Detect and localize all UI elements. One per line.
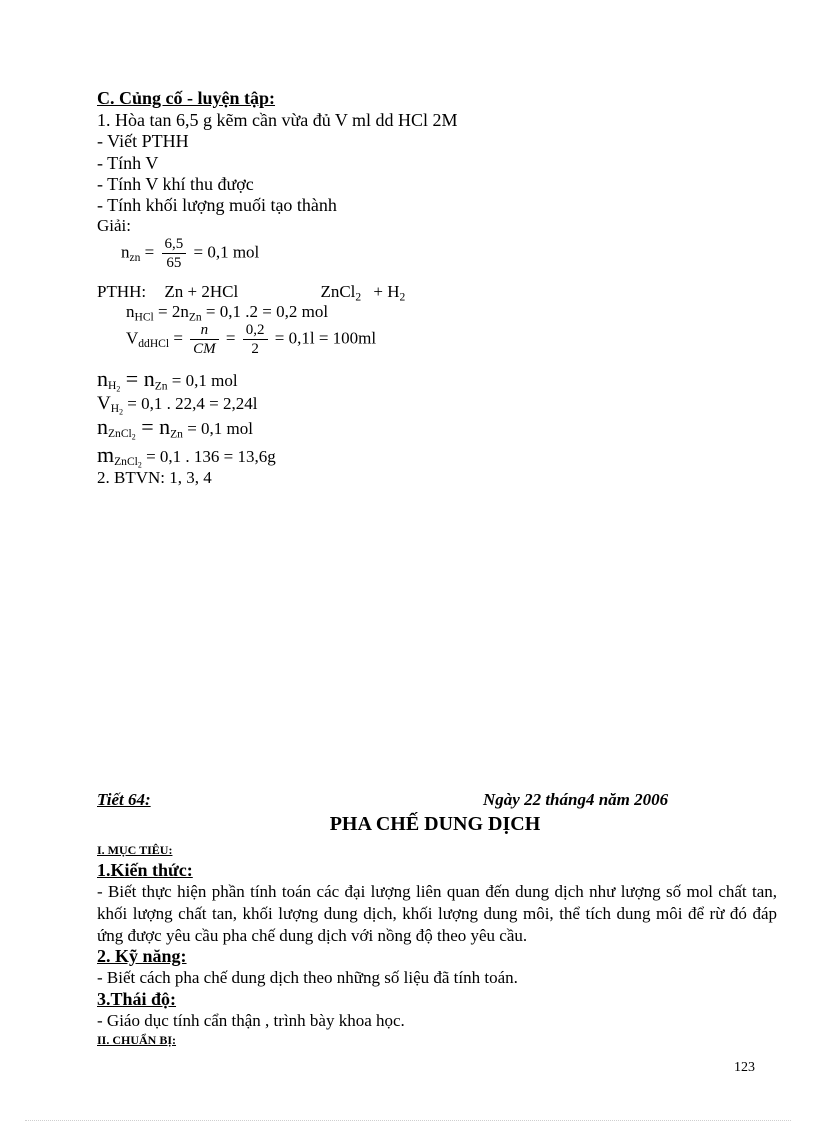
equation-m-zncl2: $m_{ZnCl_2} = 0,1$ . 136 = 13,6g <box>97 442 276 470</box>
task-item: - Viết PTHH <box>97 131 189 151</box>
fraction: $\frac{6,5}{65}$ <box>162 236 187 271</box>
task-item: - Tính V <box>97 153 159 173</box>
knowledge-heading: 1.Kiến thức: <box>97 860 193 880</box>
solution-label: Giải: <box>97 216 131 235</box>
fraction: $\frac{0,2}{2}$ <box>243 322 268 357</box>
skills-heading: 2. Kỹ năng: <box>97 946 187 966</box>
preparation-heading: II. CHUẨN BỊ: <box>97 1033 177 1047</box>
skills-text: - Biết cách pha chế dung dịch theo những số liệu đã tính toán. <box>97 968 518 987</box>
lesson-date: Ngày 22 tháng4 năm 2006 <box>483 790 669 809</box>
section-c-heading: C. Củng cố - luyện tập: <box>97 88 276 108</box>
homework: 2. BTVN: 1, 3, 4 <box>97 468 212 487</box>
knowledge-text: - Biết thực hiện phần tính toán các đại lượng liên quan đến dung dịch như lượng số mol chất tan, khối lượng chất tan, khối lượng dung dịch, khối lượng dung môi, thể tích dung môi để rừ đó đáp ứng được yêu cầu pha chế dung dịch với nồng độ theo yêu cầu. <box>97 882 777 945</box>
equation-n-h2: $n_{H_2} = n_{Zn} = 0,1$ mol <box>97 366 238 394</box>
objectives-heading: I. MỤC TIÊU: <box>97 843 173 857</box>
lesson-title: PHA CHẾ DUNG DỊCH <box>329 813 541 835</box>
problem-statement: 1. Hòa tan 6,5 g kẽm cần vừa đủ V ml dd HCl 2M <box>97 110 458 130</box>
attitude-text: - Giáo dục tính cẩn thận , trình bày khoa học. <box>97 1011 405 1030</box>
equation-pthh: PTHH: Zn + 2HCl ZnCl$_2$ + $H_2$ <box>97 282 406 304</box>
period-label: Tiết 64: <box>97 790 151 809</box>
equation-v-hcl: $V_{ddHCl}$ = $\frac{n}{CM}$ = $\frac{0,2}{2}$ = 0,1l = 100ml <box>126 322 377 357</box>
page-edge-divider <box>25 1120 791 1121</box>
equation-v-h2: $V_{H_2} = 0,1$ . 22,4 = 2,24l <box>97 393 258 417</box>
equation-n-zncl2: $n_{ZnCl_2} = n_{Zn} = 0,1$ mol <box>97 414 253 442</box>
attitude-heading: 3.Thái độ: <box>97 989 177 1009</box>
equation-n-hcl: $n_{HCl} = 2n_{Zn} = 0,1$ .2 = 0,2 mol <box>126 302 329 324</box>
task-item: - Tính khối lượng muối tạo thành <box>97 195 337 215</box>
page-number: 123 <box>734 1060 755 1075</box>
task-item: - Tính V khí thu được <box>97 174 254 194</box>
equation-n-zn: $n_{zn}$ = $\frac{6,5}{65}$ = 0,1 mol <box>121 236 260 271</box>
fraction: $\frac{n}{CM}$ <box>190 322 219 357</box>
